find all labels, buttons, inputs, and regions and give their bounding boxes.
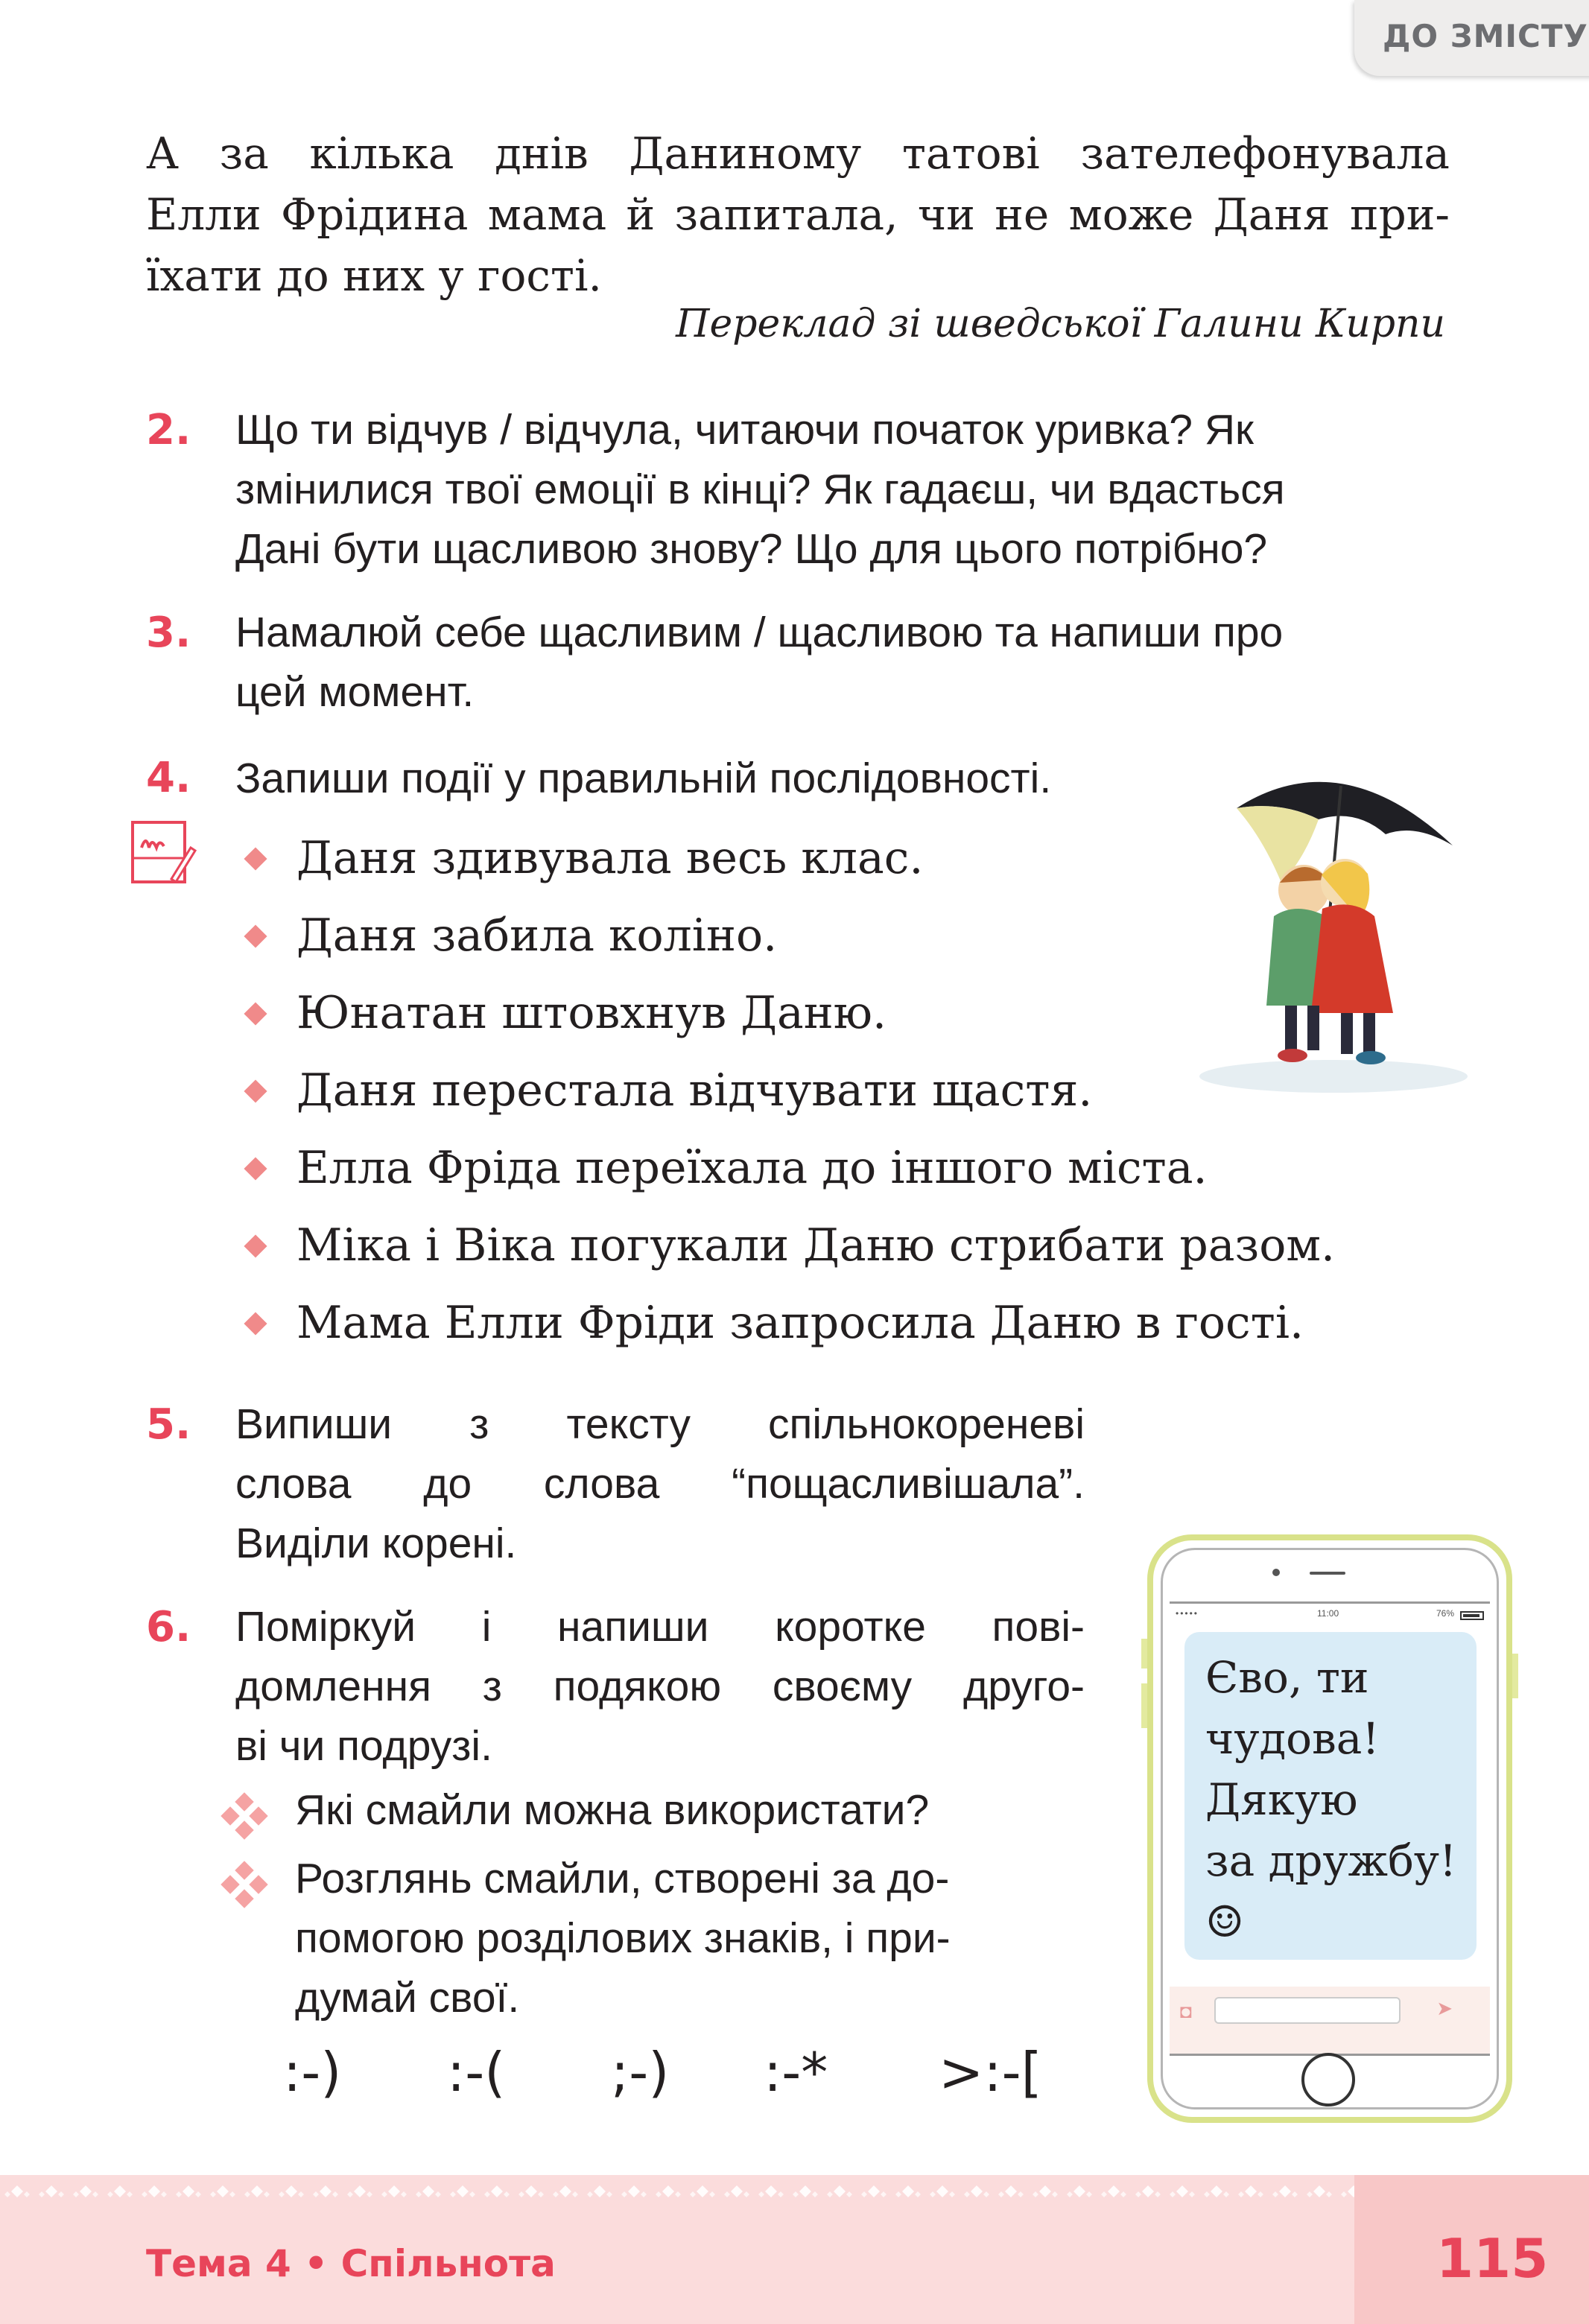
list-item (238, 983, 1335, 1061)
phone-status-bar (1176, 1608, 1484, 1623)
message-input-bar (1170, 1987, 1490, 2054)
list-item-text: Даня перестала відчувати щастя. (296, 1064, 1093, 1117)
list-item (223, 1849, 1088, 2028)
list-item (238, 1216, 1335, 1293)
task-5-text (235, 1394, 1085, 1573)
task-2-number: 2. (146, 406, 191, 454)
bullet-diamond-icon (244, 1312, 267, 1335)
list-item-text: Які смайли можна використати? (295, 1786, 930, 1834)
list-item-text: Мама Елли Фріди запросила Даню в гості. (296, 1297, 1304, 1349)
story-line-3: їхати до них у гості. (146, 250, 602, 301)
translation-credit: Переклад зі шведської Галини Кирпи (676, 302, 1445, 346)
task-5-line: Випиши з тексту спільнокореневі (235, 1400, 1085, 1448)
bullet-diamond-icon (244, 1002, 267, 1025)
message-line: за дружбу! (1205, 1835, 1457, 1886)
list-item-text: Юнатан штовхнув Даню. (296, 987, 887, 1039)
page-footer (0, 2175, 1589, 2324)
smiley: :-) (283, 2041, 342, 2104)
message-line: чудова! (1205, 1713, 1380, 1764)
message-line: Єво, ти (1205, 1652, 1369, 1703)
task-6-subitems (223, 1780, 1088, 2028)
story-line-2: Елли Фрідина мама й запитала, чи не може Даня при- (146, 189, 1450, 240)
phone-speaker (1310, 1572, 1345, 1575)
list-item (238, 1061, 1335, 1138)
task-6-line: Поміркуй і напиши коротке пові- (235, 1603, 1085, 1651)
task-2-text (235, 400, 1457, 579)
status-time: 11:00 (1317, 1608, 1339, 1619)
list-item-line: помогою розділових знаків, і при- (295, 1914, 951, 1962)
writing-task-icon (127, 818, 198, 889)
toc-tab[interactable] (1354, 0, 1589, 76)
list-item-text: Даня здивувала весь клас. (296, 832, 924, 884)
theme-label: Тема 4 • Спільнота (146, 2242, 556, 2285)
list-item-text: Елла Фріда переїхала до іншого міста. (296, 1142, 1208, 1194)
smiley: ;-) (611, 2041, 670, 2104)
task-5-line: слова до слова “пощасливішала”. (235, 1460, 1085, 1508)
bullet-double-diamond-icon (223, 1795, 265, 1837)
bullet-diamond-icon (244, 1234, 267, 1257)
list-item-text: Міка і Віка погукали Даню стрибати разом. (296, 1219, 1336, 1271)
list-item (238, 1138, 1335, 1216)
smiley: :-* (764, 2041, 828, 2104)
message-line: Дякую (1205, 1774, 1358, 1825)
task-4-number: 4. (146, 754, 191, 802)
task-6-line: ві чи подрузі. (235, 1722, 492, 1770)
list-item (238, 828, 1335, 906)
task-4-text: Запиши події у правильній послідовності. (235, 755, 1052, 802)
page-number: 115 (1436, 2227, 1549, 2290)
task-5-number: 5. (146, 1400, 191, 1449)
message-text (1205, 1647, 1474, 1952)
message-bubble (1184, 1632, 1477, 1960)
smiley: >:-[ (939, 2041, 1042, 2104)
list-item (238, 1293, 1335, 1371)
battery-icon (1460, 1611, 1484, 1620)
task-5-line: Виділи корені. (235, 1520, 517, 1567)
phone-camera-icon (1272, 1569, 1280, 1576)
bullet-double-diamond-icon (223, 1864, 265, 1905)
task-6-number: 6. (146, 1603, 191, 1651)
task-3-number: 3. (146, 609, 191, 657)
toc-label[interactable]: ДО ЗМІСТУ (1383, 18, 1588, 54)
list-item (238, 906, 1335, 983)
children-umbrella-illustration (1192, 763, 1505, 1099)
bullet-diamond-icon (244, 924, 267, 947)
status-battery: 76% (1436, 1608, 1454, 1619)
smiley-row (283, 2041, 1065, 2115)
task-2-line: Дані бути щасливою знову? Що для цього потрібно? (235, 525, 1268, 573)
list-item-line: Розглянь смайли, створені за до- (295, 1855, 950, 1902)
list-item (223, 1780, 1088, 1840)
bullet-diamond-icon (244, 847, 267, 870)
list-item-line: думай свої. (295, 1974, 520, 2022)
task-3-line: цей момент. (235, 668, 475, 716)
send-icon: ➤ (1436, 1997, 1453, 2019)
task-3-text (235, 603, 1457, 722)
footer-ornament-pattern (0, 2175, 1589, 2220)
phone-home-button (1301, 2053, 1355, 2106)
signal-dots: ••••• (1176, 1608, 1199, 1619)
message-input (1214, 1997, 1401, 2024)
phone-screen (1170, 1601, 1490, 2056)
phone-illustration (1147, 1534, 1512, 2123)
task-2-line: змінилися твої емоції в кінці? Як гадаєш, чи вдасться (235, 466, 1285, 513)
task-3-line: Намалюй себе щасливим / щасливою та напиши про (235, 609, 1284, 656)
smiley: :-( (447, 2041, 506, 2104)
task-6-text (235, 1597, 1085, 1776)
bullet-diamond-icon (244, 1157, 267, 1180)
smiley-emoji: ☺ (1205, 1896, 1244, 1947)
list-item-text: Даня забила коліно. (296, 909, 778, 962)
camera-icon: ◘ (1180, 2000, 1192, 2022)
bullet-diamond-icon (244, 1079, 267, 1102)
task-2-line: Що ти відчув / відчула, читаючи початок уривка? Як (235, 406, 1254, 454)
events-list (238, 828, 1335, 1371)
story-line-1: А за кілька днів Даниному татові зателефонувала (146, 128, 1450, 179)
task-6-line: домлення з подякою своєму друго- (235, 1663, 1085, 1710)
